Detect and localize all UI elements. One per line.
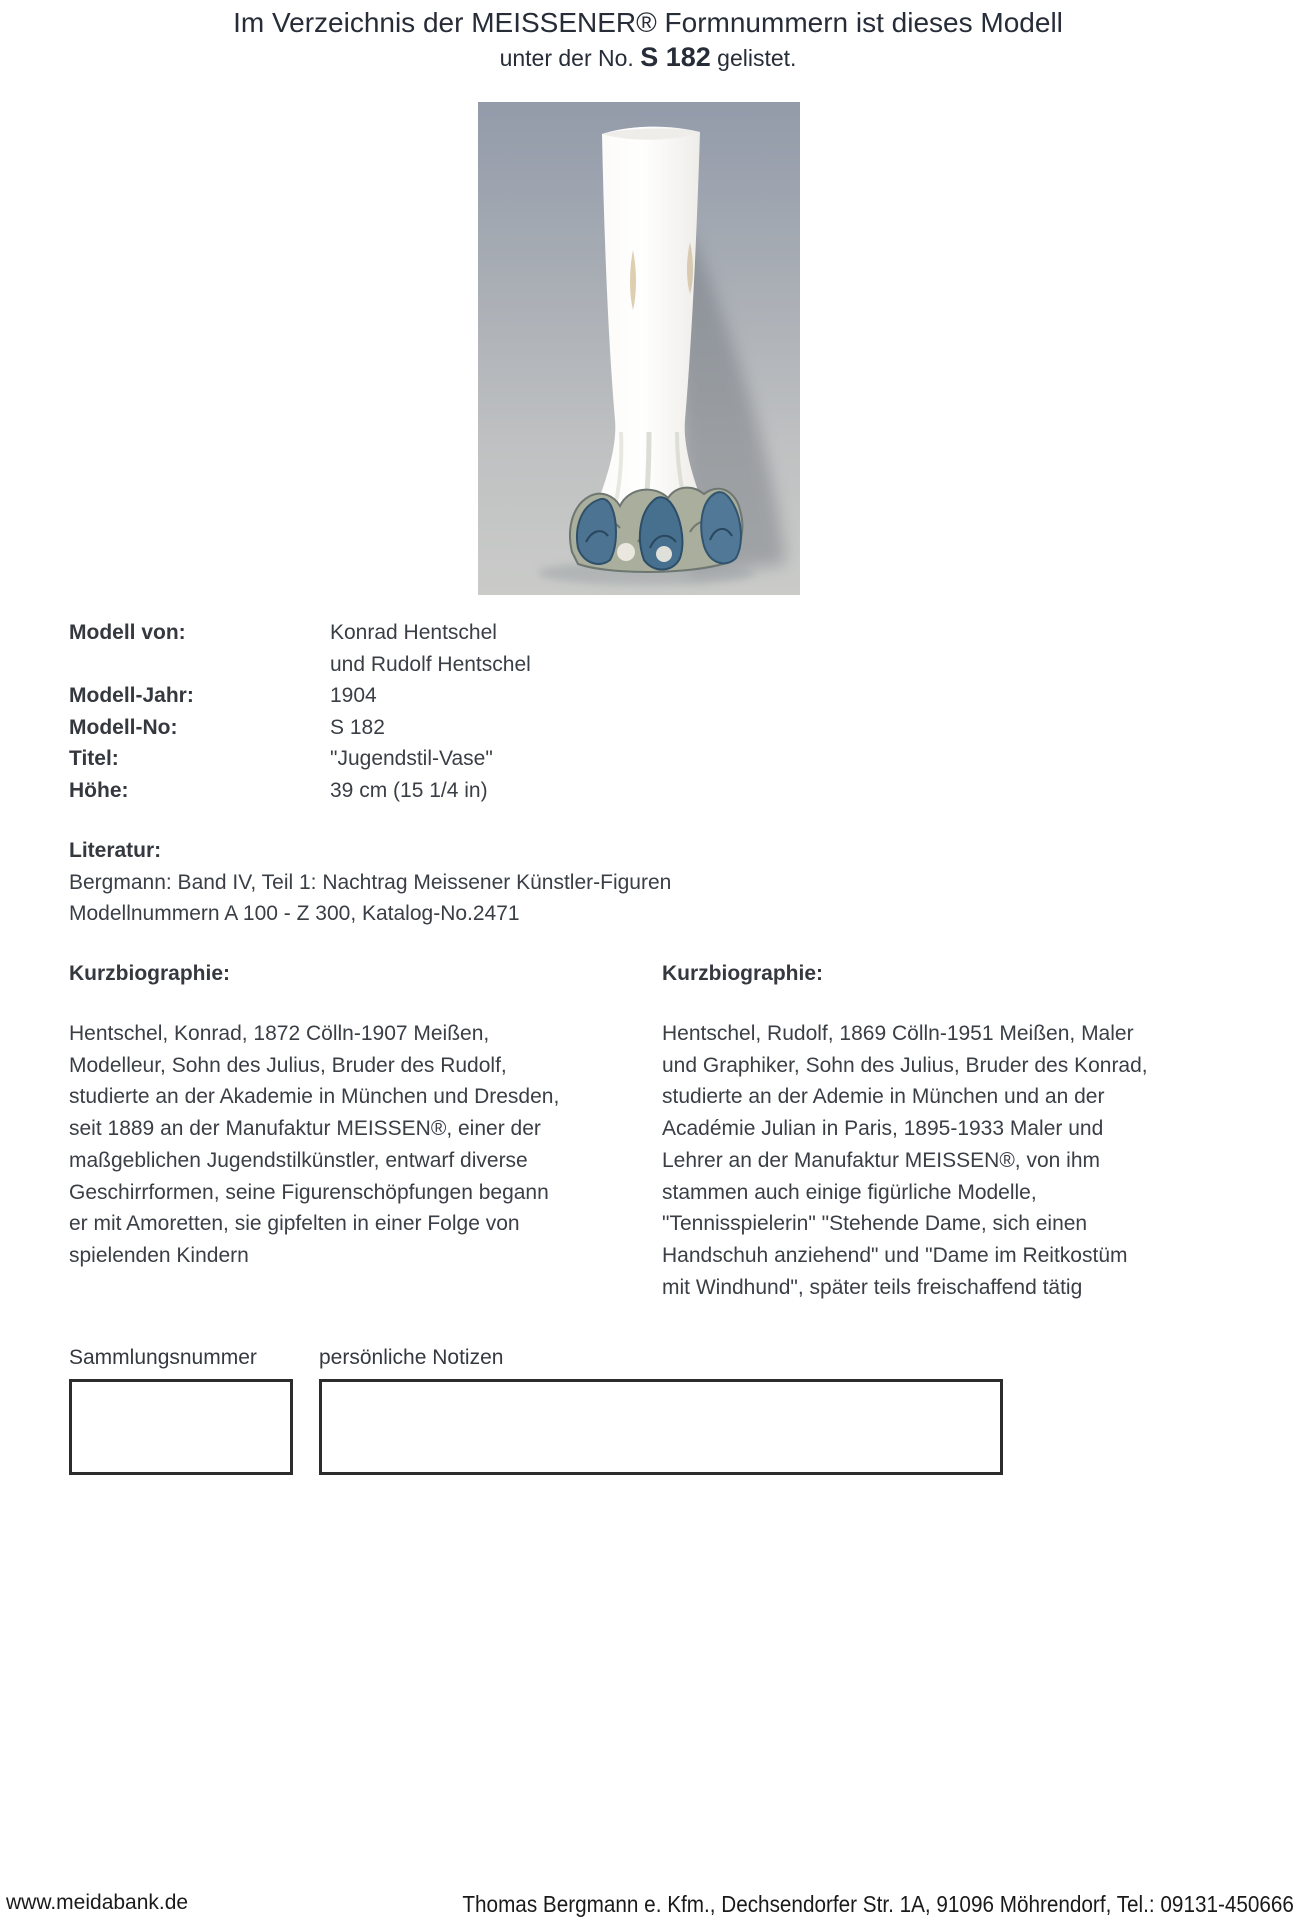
vase-photo bbox=[478, 102, 800, 595]
header-line-1: Im Verzeichnis der MEISSENER® Formnummern ist dieses Modell bbox=[233, 7, 1063, 38]
biography-line: studierte an der Akademie in München und Dresden, bbox=[69, 1085, 560, 1109]
biography-line: seit 1889 an der Manufaktur MEISSEN®, einer der bbox=[69, 1117, 541, 1141]
detail-label: Modell von: bbox=[69, 621, 186, 644]
biography-konrad bbox=[69, 962, 662, 1303]
contact-info: Thomas Bergmann e. Kfm., Dechsendorfer Str. 1A, 91096 Möhrendorf, Tel.: 09131-450666 bbox=[462, 1891, 1294, 1917]
collection-boxes bbox=[69, 1379, 1003, 1475]
biography-line: mit Windhund", später teils freischaffend tätig bbox=[662, 1275, 1083, 1299]
detail-row-hoehe bbox=[69, 775, 531, 807]
detail-label: Titel: bbox=[69, 747, 119, 771]
biography-line: Académie Julian in Paris, 1895-1933 Maler und bbox=[662, 1117, 1104, 1141]
biography-line: spielenden Kindern bbox=[69, 1243, 249, 1267]
literatur-line: Modellnummern A 100 - Z 300, Katalog-No.2471 bbox=[69, 902, 520, 926]
detail-label: Höhe: bbox=[69, 778, 129, 802]
detail-label: Modell-No: bbox=[69, 715, 178, 739]
header-line-2 bbox=[0, 42, 1296, 73]
biography-line: er mit Amoretten, sie gipfelten in einer Folge von bbox=[69, 1212, 520, 1236]
detail-value: 39 cm (15 1/4 in) bbox=[330, 778, 488, 802]
biography-text bbox=[69, 1018, 662, 1272]
detail-row-model-von-2 bbox=[69, 649, 531, 681]
page-header bbox=[0, 6, 1296, 73]
collection-labels bbox=[69, 1346, 1003, 1374]
biography-heading: Kurzbiographie: bbox=[69, 962, 230, 985]
collection-number-input[interactable] bbox=[69, 1379, 293, 1475]
biography-line: maßgeblichen Jugendstilkünstler, entwarf diverse bbox=[69, 1148, 528, 1172]
detail-label: Modell-Jahr: bbox=[69, 684, 194, 708]
biography-line: stammen auch einige figürliche Modelle, bbox=[662, 1180, 1037, 1204]
collection-section bbox=[69, 1346, 1003, 1475]
biographies bbox=[69, 962, 1239, 1303]
personal-notes-input[interactable] bbox=[319, 1379, 1003, 1475]
website-link[interactable]: www.meidabank.de bbox=[6, 1891, 189, 1914]
biography-rudolf bbox=[662, 962, 1239, 1303]
biography-heading: Kurzbiographie: bbox=[662, 962, 823, 985]
biography-line: Handschuh anziehend" und "Dame im Reitkostüm bbox=[662, 1243, 1128, 1267]
biography-line: Geschirrformen, seine Figurenschöpfungen begann bbox=[69, 1180, 549, 1204]
personal-notes-label: persönliche Notizen bbox=[319, 1346, 504, 1369]
biography-line: studierte an der Ademie in München und an der bbox=[662, 1085, 1105, 1109]
detail-row-model-no bbox=[69, 712, 531, 744]
detail-row-model-von bbox=[69, 617, 531, 649]
model-number-highlight: S 182 bbox=[640, 42, 711, 72]
literatur-heading: Literatur: bbox=[69, 839, 162, 862]
detail-row-titel bbox=[69, 743, 531, 775]
biography-line: "Tennisspielerin" "Stehende Dame, sich einen bbox=[662, 1212, 1088, 1236]
biography-line: Lehrer an der Manufaktur MEISSEN®, von ihm bbox=[662, 1148, 1100, 1172]
biography-text bbox=[662, 1018, 1239, 1303]
detail-value: "Jugendstil-Vase" bbox=[330, 747, 493, 771]
biography-line: Hentschel, Konrad, 1872 Cölln-1907 Meißen, bbox=[69, 1022, 490, 1045]
model-details bbox=[69, 617, 531, 807]
biography-line: Hentschel, Rudolf, 1869 Cölln-1951 Meißen, Maler bbox=[662, 1022, 1134, 1045]
detail-value: 1904 bbox=[330, 684, 377, 708]
header-line2-suffix: gelistet. bbox=[710, 45, 797, 71]
biography-line: Modelleur, Sohn des Julius, Bruder des Rudolf, bbox=[69, 1053, 507, 1077]
biography-line: und Graphiker, Sohn des Julius, Bruder des Konrad, bbox=[662, 1053, 1148, 1077]
detail-label bbox=[69, 649, 330, 681]
header-line2-prefix: unter der No. bbox=[499, 45, 641, 71]
detail-row-model-jahr bbox=[69, 680, 531, 712]
detail-value: Konrad Hentschel bbox=[330, 621, 497, 644]
detail-value: S 182 bbox=[330, 715, 385, 739]
literatur-line: Bergmann: Band IV, Teil 1: Nachtrag Meissener Künstler-Figuren bbox=[69, 870, 672, 894]
detail-value: und Rudolf Hentschel bbox=[330, 652, 531, 676]
collection-number-label: Sammlungsnummer bbox=[69, 1346, 257, 1369]
literatur-section bbox=[69, 835, 671, 930]
